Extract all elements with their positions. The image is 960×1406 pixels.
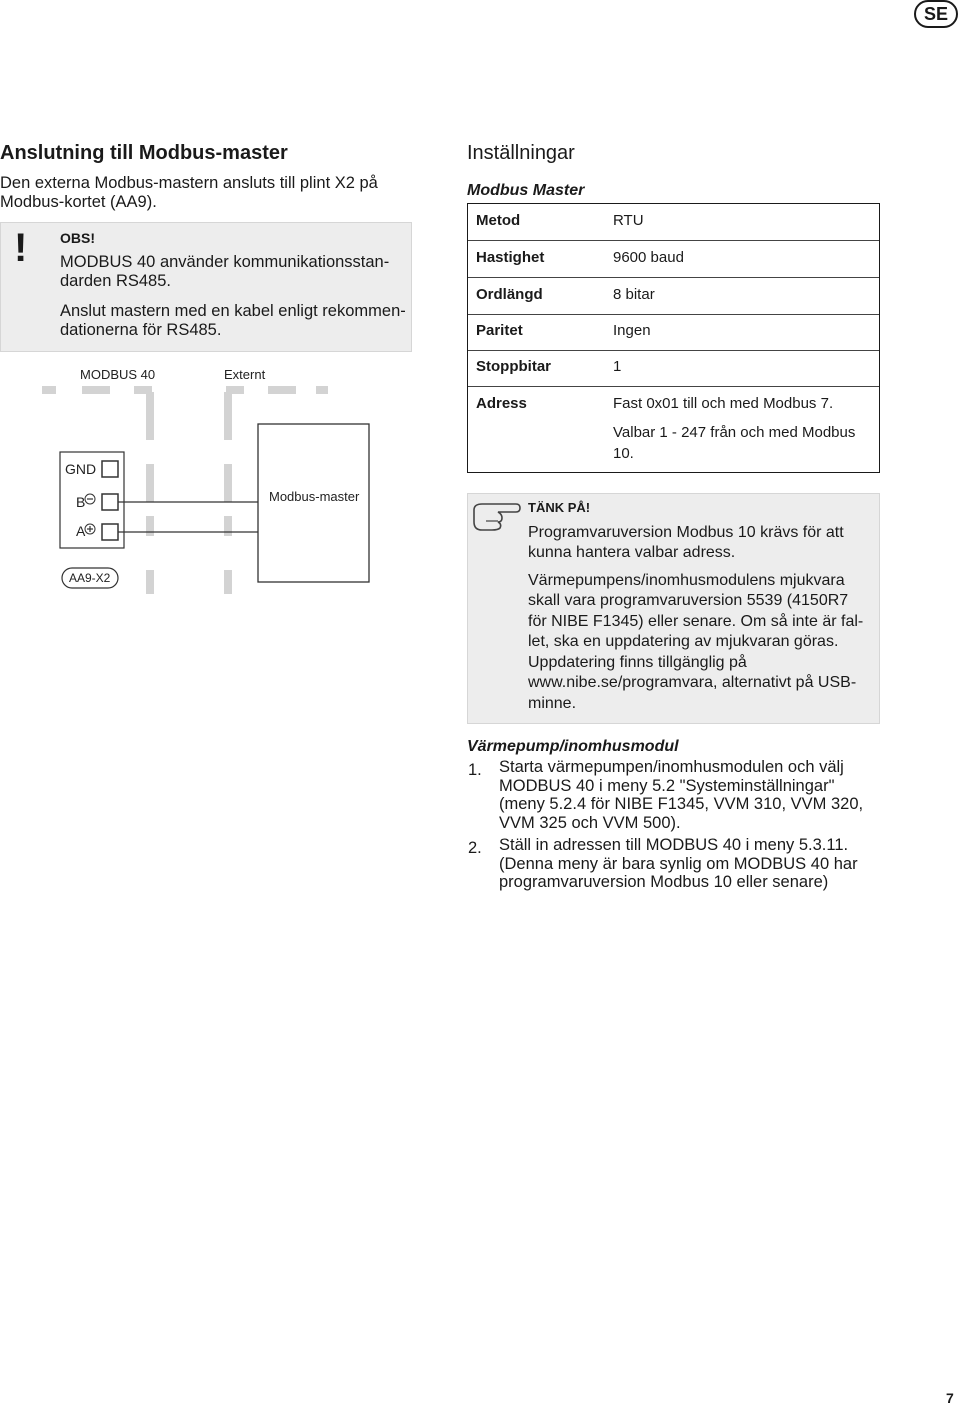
table-key: Paritet [476, 322, 523, 339]
step-line: VVM 325 och VVM 500). [499, 814, 681, 832]
warning-line-1: MODBUS 40 använder kommunikationsstan- [60, 253, 390, 271]
step-line: MODBUS 40 i meny 5.2 "Systeminställningar" [499, 777, 835, 795]
table-key: Metod [476, 212, 521, 229]
step-line: programvaruversion Modbus 10 eller senare) [499, 873, 829, 891]
terminal-gnd [102, 461, 118, 477]
table-key: Stoppbitar [476, 358, 551, 375]
tip-title: TÄNK PÅ! [528, 500, 591, 515]
table-value: 8 bitar [613, 286, 655, 303]
step-number: 2. [468, 839, 482, 857]
terminal-b-label: B [76, 494, 86, 510]
table-key: Ordlängd [476, 286, 543, 303]
table-row [468, 204, 879, 241]
pointing-hand-icon [472, 500, 522, 532]
terminal-b [102, 494, 118, 510]
tip-line: för NIBE F1345) eller senare. Om så inte är fal- [528, 613, 864, 630]
intro-line-2: Modbus-kortet (AA9). [0, 193, 157, 211]
tip-line: www.nibe.se/programvara, alternativt på USB- [528, 674, 857, 691]
section-heading-connection: Anslutning till Modbus-master [0, 142, 288, 164]
table-value: Fast 0x01 till och med Modbus 7. [613, 395, 834, 412]
connector-label: AA9-X2 [69, 571, 111, 585]
table-row [468, 387, 879, 472]
tip-line: let, ska en uppdatering av mjukvaran göras. [528, 633, 839, 650]
table-row [468, 278, 879, 315]
warning-line-3: Anslut mastern med en kabel enligt rekommen- [60, 302, 406, 320]
step-line: Ställ in adressen till MODBUS 40 i meny 5.3.11. [499, 836, 849, 854]
section-heading-heatpump: Värmepump/inomhusmodul [467, 738, 679, 755]
tip-line: Uppdatering finns tillgänglig på [528, 654, 747, 671]
exclamation-icon: ! [14, 226, 28, 270]
table-value: 10. [613, 445, 634, 462]
table-key: Hastighet [476, 249, 545, 266]
table-row [468, 241, 879, 278]
table-value: Ingen [613, 322, 651, 339]
step-line: (Denna meny är bara synlig om MODBUS 40 har [499, 855, 858, 873]
wiring-diagram [0, 360, 420, 600]
intro-line-1: Den externa Modbus-mastern ansluts till plint X2 på [0, 174, 378, 192]
warning-line-2: darden RS485. [60, 272, 171, 290]
table-value: RTU [613, 212, 644, 229]
page-number: 7 [946, 1390, 954, 1406]
table-title: Modbus Master [467, 182, 585, 199]
step-number: 1. [468, 761, 482, 779]
warning-title: OBS! [60, 230, 95, 246]
label-externt: Externt [224, 367, 266, 382]
table-row [468, 315, 879, 351]
table-row [468, 351, 879, 387]
tip-line: Värmepumpens/inomhusmodulens mjukvara [528, 572, 845, 589]
table-value: 1 [613, 358, 622, 375]
tip-line: skall vara programvaruversion 5539 (4150R7 [528, 592, 849, 609]
terminal-gnd-label: GND [65, 461, 97, 477]
tip-line: minne. [528, 695, 577, 712]
table-key: Adress [476, 395, 527, 412]
terminal-a [102, 524, 118, 540]
modbus-master-label: Modbus-master [269, 489, 360, 504]
warning-line-4: dationerna för RS485. [60, 321, 222, 339]
step-line: (meny 5.2.4 för NIBE F1345, VVM 310, VVM 320, [499, 795, 864, 813]
table-value: Valbar 1 - 247 från och med Modbus [613, 424, 856, 441]
section-heading-settings: Inställningar [467, 142, 575, 164]
terminal-a-label: A [76, 523, 86, 539]
step-line: Starta värmepumpen/inomhusmodulen och välj [499, 758, 844, 776]
label-modbus40: MODBUS 40 [80, 367, 156, 382]
language-badge: SE [914, 0, 958, 28]
tip-line: Programvaruversion Modbus 10 krävs för att [528, 524, 844, 541]
table-value: 9600 baud [613, 249, 684, 266]
tip-line: kunna hantera valbar adress. [528, 544, 736, 561]
settings-table [467, 203, 880, 473]
